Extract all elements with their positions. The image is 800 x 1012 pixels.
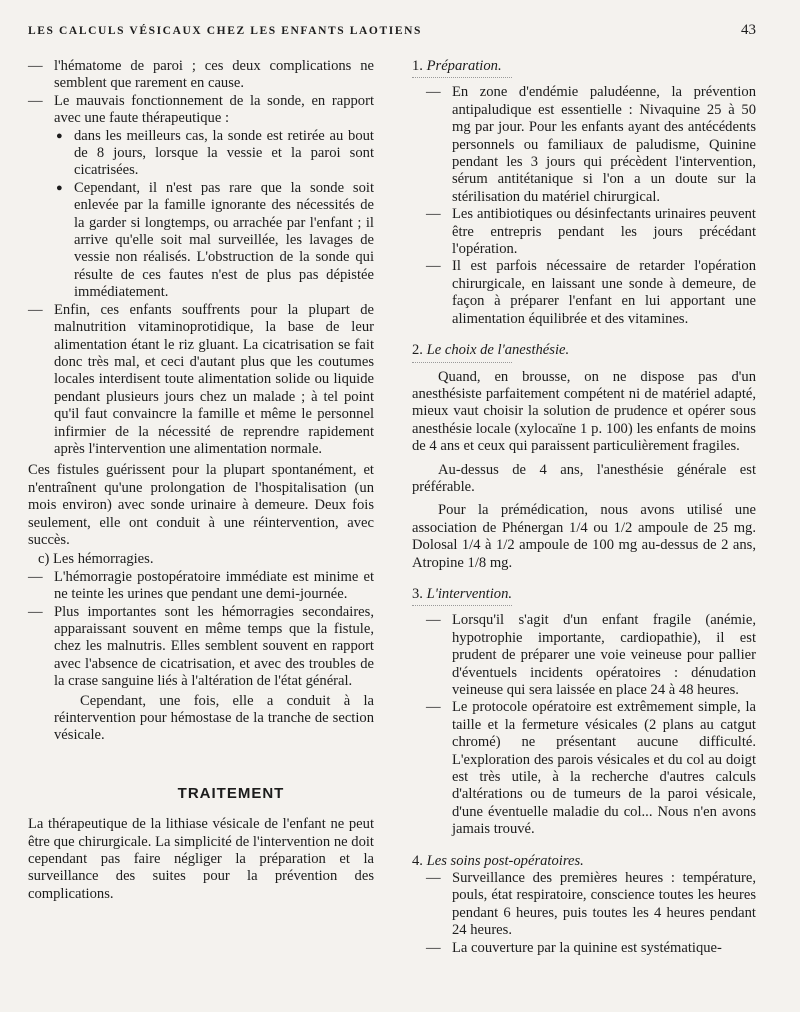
divider <box>412 605 512 606</box>
paragraph-brousse: Quand, en brousse, on ne dispose pas d'un anesthésiste parfaitement compétent ni de matériel adapté, mieux vaut choisir la solution de prudence et opérer sous anesthésie locale (xylocaïne 1 p. 100) les enfants de moins de 4 ans et ceux qui paraissent particulièrement fragiles. <box>412 368 756 455</box>
bullet-item-meilleurs-cas: ● dans les meilleurs cas, la sonde est retirée au bout de 8 jours, lorsque la vessie et la paroi sont cicatrisées. <box>54 128 374 180</box>
paragraph-au-dessus: Au-dessus de 4 ans, l'anesthésie générale est préférable. <box>412 461 756 495</box>
dash-item-sonde: — Le mauvais fonctionnement de la sonde, en rapport avec une faute thérapeutique : <box>28 93 374 128</box>
dash-item-antibiotiques: — Les antibiotiques ou désinfectants urinaires peuvent être entrepris pendant les jours précédant l'opération. <box>412 206 756 258</box>
section-number: 3. <box>412 585 423 602</box>
page-number: 43 <box>741 22 756 38</box>
dash-item-surveillance: — Surveillance des premières heures : température, pouls, état respiratoire, conscience toutes les heures pendant 6 heures, puis toutes les 4 heures pendant 24 heures. <box>412 870 756 940</box>
dash-item-quinine: — La couverture par la quinine est systématique- <box>412 940 756 957</box>
paragraph-reintervention: Cependant, une fois, elle a conduit à la réintervention pour hémostase de la tranche de section vésicale. <box>54 692 374 744</box>
paragraph-fistules: Ces fistules guérissent pour la plupart spontanément, et n'entraînent qu'une prolongation de l'hospitalisation (un mois environ) avec sonde urinaire à demeure. Deux fois seulement, elle ont conduit à une réintervention, avec succès. <box>28 462 374 548</box>
section-title: Les soins post-opératoires. <box>426 852 584 869</box>
dash-item-hemorragie-immediate: — L'hémorragie postopératoire immédiate est minime et ne teinte les urines que pendant une demi-journée. <box>28 569 374 604</box>
left-column <box>28 58 374 903</box>
dash-item-protocole: — Le protocole opératoire est extrêmement simple, la taille et la fermeture vésicales (2 plans au catgut chromé) ne présentant aucune difficulté. L'exploration des parois vésicales et du col au doigt est très utile, à la recherche d'autres calculs d'altérations ou de tumeurs de la paroi vésicale, d'une éventuelle maladie du col... Nous n'en avons jamais trouvé. <box>412 699 756 838</box>
paragraph-therapeutique: La thérapeutique de la lithiase vésicale de l'enfant ne peut être que chirurgicale. La simplicité de l'intervention ne doit cependant pas faire négliger la préparation et la surveillance des suites pour la prévention des complications. <box>28 816 374 902</box>
subheading-hemorragies: c) Les hémorragies. <box>38 551 154 568</box>
dash-item-hematome: — l'hématome de paroi ; ces deux complications ne semblent que rarement en cause. <box>28 58 374 93</box>
dash-item-enfant-fragile: — Lorsqu'il s'agit d'un enfant fragile (anémie, hypotrophie importante, cardiopathie), il est prudent de préparer une voie veineuse pour pallier d'éventuels incidents opératoires : dénudation veineuse qui sera laissée en place 24 à 48 heures. <box>412 612 756 699</box>
dash-item-hemorragie-secondaire: — Plus importantes sont les hémorragies secondaires, apparaissant souvent en même temps que la fistule, chez les malnutris. Elles semblent souvent en rapport avec l'absence de cicatrisation, et avec des troubles de la crase sanguine liés à l'altération de l'état général. <box>28 604 374 691</box>
dash-item-retarder: — Il est parfois nécessaire de retarder l'opération chirurgicale, en laissant une sonde à demeure, de façon à préparer l'enfant en lui apportant une alimentation équilibrée et des vitamines. <box>412 258 756 328</box>
dash-item-antipaludique: — En zone d'endémie paludéenne, la prévention antipaludique est essentielle : Nivaquine 25 à 50 mg par jour. Pour les enfants ayant des antécédents personnels ou familiaux de paludisme, Quinine pendant les 3 jours qui précèdent l'intervention, sérum antitétanique si l'on a un doute sur la stérilisation du matériel chirurgical. <box>412 84 756 206</box>
section-intervention <box>412 586 756 603</box>
paragraph-premedication: Pour la prémédication, nous avons utilisé une association de Phénergan 1/4 ou 1/2 ampoule de 25 mg. Dolosal 1/4 à 1/2 ampoule de 100 mg au-dessus de 2 ans, Atropine 1/8 mg. <box>412 502 756 571</box>
divider <box>412 77 512 78</box>
section-soins <box>412 853 756 870</box>
section-number: 2. <box>412 342 423 359</box>
section-number: 1. <box>412 58 423 74</box>
section-heading-traitement: TRAITEMENT <box>177 784 285 802</box>
running-title: LES CALCULS VÉSICAUX CHEZ LES ENFANTS LAOTIENS <box>28 25 422 37</box>
section-preparation <box>412 58 756 75</box>
section-title: L'intervention. <box>426 585 513 602</box>
bullet-item-cependant: ● Cependant, il n'est pas rare que la sonde soit enlevée par la famille ignorante des nécessités de la garder si longtemps, ou arrachée par l'enfant ; il arrive qu'elle soit mal surveillée, les lavages de vessie non réalisés. L'obstruction de la sonde qui résulte de ces fautes n'est de plus pas dépistée immédiatement. <box>54 180 374 302</box>
section-title: Le choix de l'anesthésie. <box>426 342 570 359</box>
right-column <box>412 58 756 957</box>
dash-item-malnutrition: — Enfin, ces enfants souffrents pour la plupart de malnutrition vitaminoprotidique, la base de leur alimentation étant le riz gluant. La cicatrisation se fait donc très mal, et ceci d'autant plus que les coutumes locales interdisent toute alimentation solide ou liquide pendant plusieurs jours chez un malade ; à tel point qu'il faut convaincre la famille et même le personnel infirmier de la nécessité de reprendre rapidement après l'intervention une alimentation normale. <box>28 302 374 459</box>
divider <box>412 362 512 363</box>
section-anesthesie <box>412 342 756 359</box>
section-number: 4. <box>412 852 423 869</box>
section-title: Préparation. <box>426 58 502 74</box>
